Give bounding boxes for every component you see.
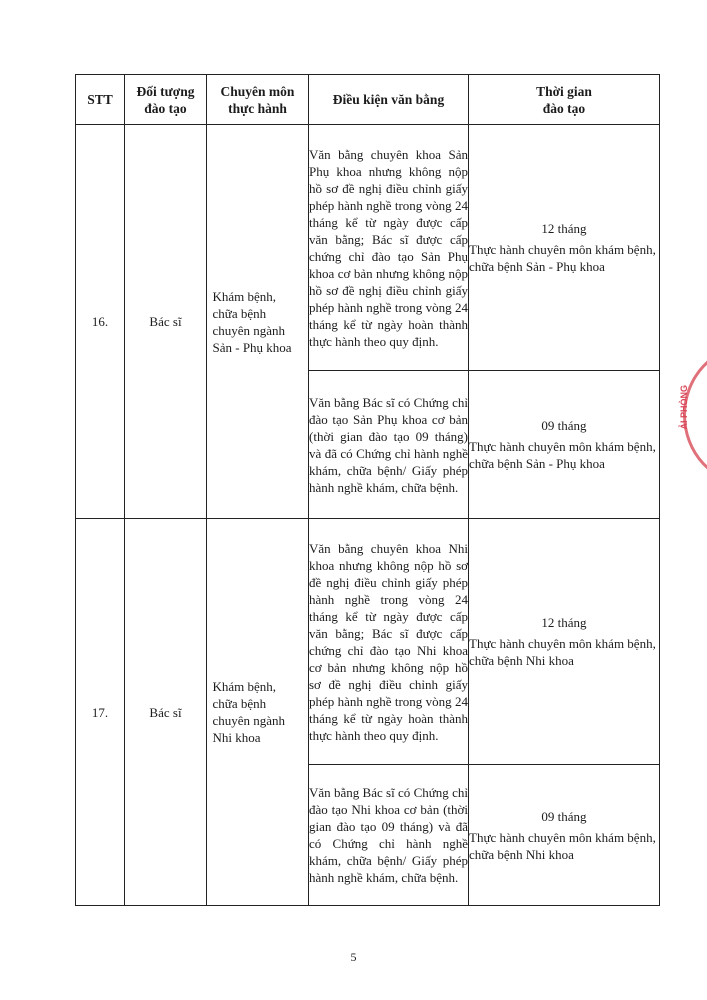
row-dieu-kien: Văn bằng chuyên khoa Nhi khoa nhưng không nộp hồ sơ đề nghị điều chỉnh giấy phép hành nghề trong vòng 24 tháng kể từ ngày được cấp văn bằng; Bác sĩ được cấp chứng chỉ đào tạo Nhi khoa cơ bản nhưng không nộp hồ sơ đề nghị điều chỉnh giấy phép hành nghề trong vòng 24 tháng kể từ ngày hoàn thành thực hành theo quy định. <box>309 519 469 765</box>
duration-value: 12 tháng <box>541 221 587 236</box>
row-dieu-kien: Văn bằng Bác sĩ có Chứng chỉ đào tạo Sản Phụ khoa cơ bản (thời gian đào tạo 09 tháng) và đã có Chứng chỉ hành nghề khám, chữa bệnh/ Giấy phép hành nghề khám, chữa bệnh. <box>309 371 469 519</box>
row-thoi-gian <box>469 125 660 371</box>
duration-value: 09 tháng <box>541 808 587 824</box>
duration-description: Thực hành chuyên môn khám bệnh, chữa bệnh Nhi khoa <box>469 829 656 862</box>
duration-value: 09 tháng <box>541 418 587 433</box>
row-stt: 16. <box>76 125 125 519</box>
header-stt: STT <box>76 75 125 125</box>
row-thoi-gian <box>469 519 660 765</box>
duration-value: 12 tháng <box>541 615 587 630</box>
duration-description: Thực hành chuyên môn khám bệnh, chữa bệnh Sản - Phụ khoa <box>469 242 656 274</box>
header-thoi-gian: Thời gian đào tạo <box>469 75 660 125</box>
table-header-row <box>76 75 660 125</box>
row-chuyen-mon: Khám bệnh, chữa bệnh chuyên ngành Nhi khoa <box>207 519 309 906</box>
duration-description: Thực hành chuyên môn khám bệnh, chữa bệnh Sản - Phụ khoa <box>469 439 656 471</box>
row-thoi-gian <box>469 765 660 906</box>
row-doi-tuong: Bác sĩ <box>125 519 207 906</box>
row-chuyen-mon: Khám bệnh, chữa bệnh chuyên ngành Sản - Phụ khoa <box>207 125 309 519</box>
table-row <box>76 519 660 765</box>
header-doi-tuong: Đối tượng đào tạo <box>125 75 207 125</box>
row-dieu-kien: Văn bằng chuyên khoa Sản Phụ khoa nhưng không nộp hồ sơ đề nghị điều chỉnh giấy phép hành nghề trong vòng 24 tháng kể từ ngày được cấp văn bằng; Bác sĩ được cấp chứng chỉ đào tạo Sản Phụ khoa cơ bản nhưng không nộp hồ sơ đề nghị điều chỉnh giấy phép hành nghề trong vòng 24 tháng kể từ ngày hoàn thành thực hành theo quy định. <box>309 125 469 371</box>
header-chuyen-mon: Chuyên môn thực hành <box>207 75 309 125</box>
official-seal <box>673 345 707 485</box>
row-doi-tuong: Bác sĩ <box>125 125 207 519</box>
duration-description: Thực hành chuyên môn khám bệnh, chữa bệnh Nhi khoa <box>469 636 656 668</box>
seal-text: ẢI PHÒNG <box>679 385 689 430</box>
row-dieu-kien: Văn bằng Bác sĩ có Chứng chỉ đào tạo Nhi khoa cơ bản (thời gian đào tạo 09 tháng) và đã có Chứng chỉ hành nghề khám, chữa bệnh/ Giấy phép hành nghề khám, chữa bệnh. <box>309 765 469 906</box>
training-table <box>75 74 660 906</box>
row-stt: 17. <box>76 519 125 906</box>
row-thoi-gian <box>469 371 660 519</box>
header-dieu-kien: Điều kiện văn bằng <box>309 75 469 125</box>
table-row <box>76 125 660 371</box>
page-number: 5 <box>350 950 357 964</box>
